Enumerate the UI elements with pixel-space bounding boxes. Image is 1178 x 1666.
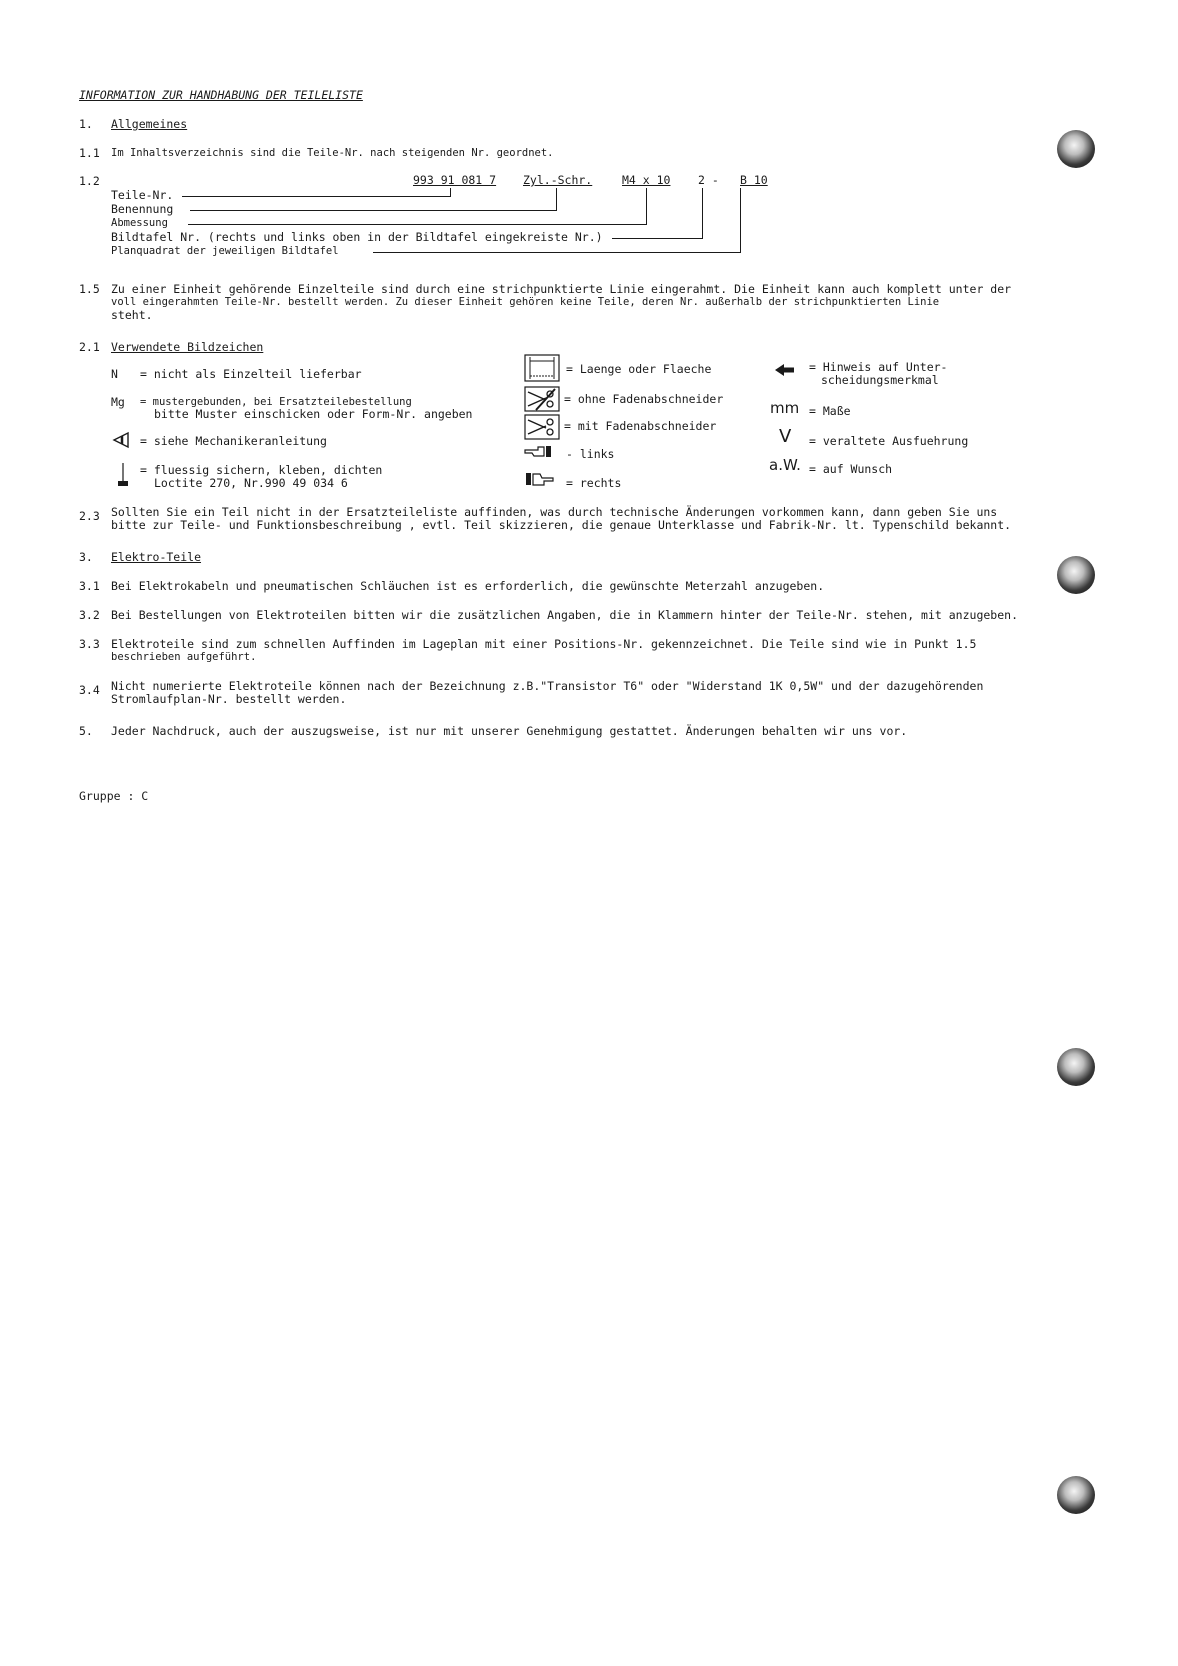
leader-line-grid bbox=[373, 252, 740, 253]
leader-vert-name bbox=[556, 188, 557, 211]
symbol-n-text: = nicht als Einzelteil lieferbar bbox=[140, 367, 362, 381]
section-1-5-line-1: Zu einer Einheit gehörende Einzelteile sind durch eine strichpunktierte Linie eingerahmt. Die Einheit kann auch komplett unter der bbox=[111, 282, 1012, 296]
group-label: Gruppe : C bbox=[79, 789, 149, 803]
label-part-no: Teile-Nr. bbox=[111, 188, 174, 202]
section-3-4-line-2: Stromlaufplan-Nr. bestellt werden. bbox=[111, 692, 347, 706]
section-3-heading: Elektro-Teile bbox=[111, 550, 202, 564]
symbol-mm: mm bbox=[770, 399, 800, 417]
section-1-number: 1. bbox=[79, 117, 93, 131]
symbol-v-text: = veraltete Ausfuehrung bbox=[809, 434, 969, 448]
section-3-3-line-1: Elektroteile sind zum schnellen Auffinden im Lageplan mit einer Positions-Nr. gekennzeichnet. Die Teile sind wie in Punkt 1.5 bbox=[111, 637, 977, 651]
leader-vert-grid bbox=[740, 188, 741, 253]
mechanic-manual-icon bbox=[113, 432, 131, 448]
binder-hole-1 bbox=[1057, 130, 1095, 168]
example-grid: B 10 bbox=[740, 173, 768, 187]
symbol-links-text: - links bbox=[566, 447, 615, 461]
example-plate: 2 - bbox=[698, 173, 719, 187]
with-thread-cutter-icon bbox=[524, 414, 560, 440]
section-5-number: 5. bbox=[79, 724, 93, 738]
section-1-1-number: 1.1 bbox=[79, 146, 100, 160]
arrow-left-icon bbox=[775, 364, 795, 376]
label-grid: Planquadrat der jeweiligen Bildtafel bbox=[111, 245, 339, 257]
leader-vert-size bbox=[646, 188, 647, 225]
binder-hole-4 bbox=[1057, 1476, 1095, 1514]
symbol-rechts-text: = rechts bbox=[566, 476, 622, 490]
leader-line-name bbox=[190, 210, 556, 211]
example-part-no: 993 91 081 7 bbox=[413, 173, 497, 187]
section-3-3-line-2: beschrieben aufgeführt. bbox=[111, 651, 257, 663]
leader-line-plate bbox=[612, 238, 702, 239]
symbol-hint-text-1: = Hinweis auf Unter- bbox=[809, 360, 948, 374]
page-title: INFORMATION ZUR HANDHABUNG DER TEILELISTE bbox=[79, 88, 363, 102]
section-2-1-number: 2.1 bbox=[79, 340, 100, 354]
leader-line-size bbox=[188, 224, 646, 225]
left-hand-icon bbox=[524, 444, 554, 458]
symbol-glue-text-2: Loctite 270, Nr.990 49 034 6 bbox=[154, 476, 348, 490]
symbol-mg-text-1: = mustergebunden, bei Ersatzteilebestellung bbox=[140, 396, 412, 408]
symbol-mg-text-2: bitte Muster einschicken oder Form-Nr. angeben bbox=[154, 407, 473, 421]
leader-vert-part-no bbox=[450, 188, 451, 197]
symbol-aw: a.W. bbox=[769, 456, 801, 474]
right-hand-icon bbox=[524, 471, 554, 487]
section-1-5-line-3: steht. bbox=[111, 308, 153, 322]
symbol-hint-text-2: scheidungsmerkmal bbox=[821, 373, 939, 387]
section-3-2-text: Bei Bestellungen von Elektroteilen bitten wir die zusätzlichen Angaben, die in Klammern hinter der Teile-Nr. stehen, mit anzugeben. bbox=[111, 608, 1018, 622]
symbol-mech-text: = siehe Mechanikeranleitung bbox=[140, 434, 327, 448]
label-size: Abmessung bbox=[111, 217, 168, 229]
symbol-glue-text-1: = fluessig sichern, kleben, dichten bbox=[140, 463, 383, 477]
leader-vert-plate bbox=[702, 188, 703, 239]
length-area-icon bbox=[524, 354, 560, 382]
label-plate: Bildtafel Nr. (rechts und links oben in der Bildtafel eingekreiste Nr.) bbox=[111, 230, 603, 244]
symbol-length-text: = Laenge oder Flaeche bbox=[566, 362, 712, 376]
section-1-5-line-2: voll eingerahmten Teile-Nr. bestellt werden. Zu dieser Einheit gehören keine Teile, deren Nr. außerhalb der strichpunktierten Linie bbox=[111, 296, 940, 308]
example-size: M4 x 10 bbox=[622, 173, 671, 187]
symbol-ohne-text: = ohne Fadenabschneider bbox=[564, 392, 724, 406]
section-2-3-number: 2.3 bbox=[79, 509, 100, 523]
section-2-3-line-2: bitte zur Teile- und Funktionsbeschreibung , evtl. Teil skizzieren, die genaue Unterklasse und Fabrik-Nr. lt. Typenschild bekannt. bbox=[111, 518, 1012, 532]
section-3-2-number: 3.2 bbox=[79, 608, 100, 622]
section-1-heading: Allgemeines bbox=[111, 117, 188, 131]
section-1-5-number: 1.5 bbox=[79, 282, 100, 296]
symbol-mg: Mg bbox=[111, 395, 125, 409]
section-5-text: Jeder Nachdruck, auch der auszugsweise, ist nur mit unserer Genehmigung gestattet. Änderungen behalten wir uns vor. bbox=[111, 724, 908, 738]
symbol-v: V bbox=[779, 426, 792, 447]
section-3-3-number: 3.3 bbox=[79, 637, 100, 651]
symbol-n: N bbox=[111, 367, 118, 381]
section-3-4-line-1: Nicht numerierte Elektroteile können nach der Bezeichnung z.B."Transistor T6" oder "Widerstand 1K 0,5W" und der dazugehörenden bbox=[111, 679, 984, 693]
binder-hole-2 bbox=[1057, 556, 1095, 594]
section-3-4-number: 3.4 bbox=[79, 683, 100, 697]
label-name: Benennung bbox=[111, 202, 174, 216]
without-thread-cutter-icon bbox=[524, 386, 560, 412]
symbol-mm-text: = Maße bbox=[809, 404, 851, 418]
symbol-aw-text: = auf Wunsch bbox=[809, 462, 893, 476]
section-2-1-heading: Verwendete Bildzeichen bbox=[111, 340, 264, 354]
section-1-2-number: 1.2 bbox=[79, 174, 100, 188]
leader-line-part-no bbox=[182, 196, 450, 197]
binder-hole-3 bbox=[1057, 1048, 1095, 1086]
section-3-1-text: Bei Elektrokabeln und pneumatischen Schläuchen ist es erforderlich, die gewünschte Meterzahl anzugeben. bbox=[111, 579, 825, 593]
section-3-1-number: 3.1 bbox=[79, 579, 100, 593]
section-1-1-text: Im Inhaltsverzeichnis sind die Teile-Nr. nach steigenden Nr. geordnet. bbox=[111, 147, 554, 159]
section-3-number: 3. bbox=[79, 550, 93, 564]
symbol-mit-text: = mit Fadenabschneider bbox=[564, 419, 717, 433]
section-2-3-line-1: Sollten Sie ein Teil nicht in der Ersatzteileliste auffinden, was durch technische Änderungen vorkommen kann, dann geben Sie uns bbox=[111, 505, 998, 519]
glue-icon bbox=[116, 462, 130, 488]
example-name: Zyl.-Schr. bbox=[523, 173, 593, 187]
